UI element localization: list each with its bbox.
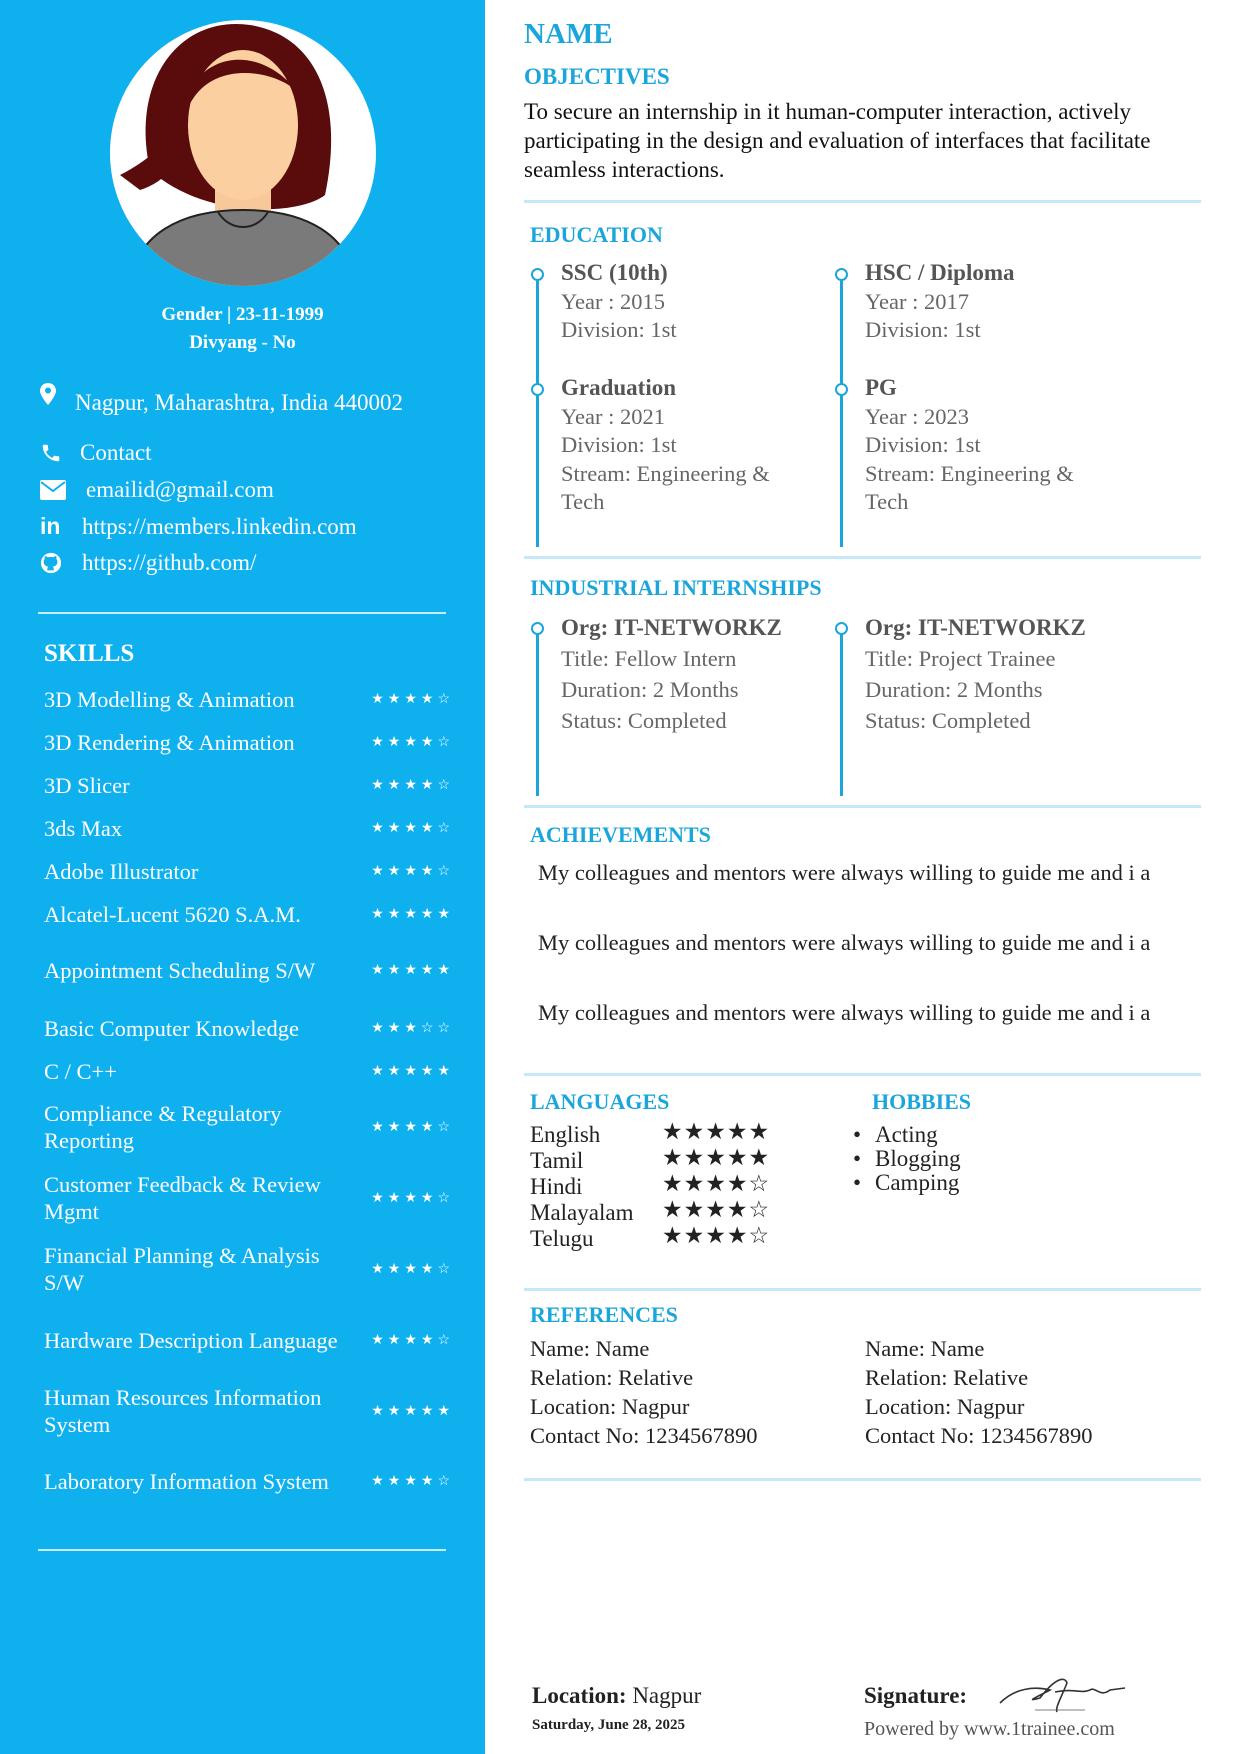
skill-name: Laboratory Information System — [44, 1468, 329, 1494]
timeline-dot — [531, 268, 544, 281]
timeline-line — [536, 626, 539, 796]
education-division: Division: 1st — [561, 317, 677, 342]
skill-name: Human Resources Information System — [44, 1385, 322, 1437]
divider — [524, 556, 1201, 559]
skill-item — [44, 855, 454, 887]
skill-name: 3D Rendering & Animation — [44, 729, 295, 755]
skill-name: 3ds Max — [44, 815, 123, 841]
internship-duration: Duration: 2 Months — [561, 677, 739, 702]
skill-item — [44, 1382, 454, 1440]
education-year: Year : 2017 — [865, 288, 969, 314]
timeline-dot — [835, 268, 848, 281]
skill-rating-stars: ★★★★★ — [371, 962, 454, 978]
achievements-heading: ACHIEVEMENTS — [530, 822, 711, 847]
education-division: Division: 1st — [865, 317, 981, 342]
achievement-item: My colleagues and mentors were always willing to guide me and i a — [538, 930, 1151, 955]
skill-item — [44, 1311, 454, 1369]
skill-item — [44, 1169, 454, 1227]
hobbies-heading: HOBBIES — [872, 1089, 972, 1114]
skill-name: Basic Computer Knowledge — [44, 1015, 299, 1041]
internships-heading: INDUSTRIAL INTERNSHIPS — [530, 575, 822, 600]
divider — [524, 1073, 1201, 1076]
skill-rating-stars: ★★★★☆ — [371, 1119, 454, 1135]
internship-status: Status: Completed — [865, 708, 1031, 733]
location-pin-icon — [40, 383, 75, 405]
reference-name: Name: Name — [530, 1336, 650, 1361]
education-division: Division: 1st — [865, 432, 981, 457]
timeline-dot — [835, 383, 848, 396]
bullet-icon: • — [853, 1170, 862, 1195]
references-heading: REFERENCES — [530, 1302, 678, 1327]
achievement-item: My colleagues and mentors were always willing to guide me and i a — [538, 1000, 1151, 1025]
education-degree: SSC (10th) — [561, 260, 668, 285]
education-stream: Stream: Engineering & Tech — [561, 460, 770, 514]
avatar — [110, 20, 376, 286]
skill-item — [44, 1240, 454, 1298]
language-name: Hindi — [530, 1174, 583, 1199]
skill-rating-stars: ★★★★☆ — [371, 691, 454, 707]
skill-item — [44, 1012, 454, 1044]
address-text: Nagpur, Maharashtra, India 440002 — [75, 390, 404, 415]
language-rating-stars: ★★★★☆ — [662, 1197, 771, 1222]
internship-status: Status: Completed — [561, 708, 727, 733]
reference-relation: Relation: Relative — [865, 1365, 1029, 1390]
education-year: Year : 2021 — [561, 403, 665, 429]
footer-location-label: Location: — [532, 1683, 627, 1708]
education-year: Year : 2015 — [561, 288, 665, 314]
education-stream: Stream: Engineering & Tech — [865, 460, 1074, 514]
skill-item — [44, 683, 454, 715]
timeline-line — [840, 626, 843, 796]
language-rating-stars: ★★★★☆ — [662, 1171, 771, 1196]
hobby-item: Acting — [875, 1122, 938, 1147]
divider — [524, 1288, 1201, 1291]
objectives-text: To secure an internship in it human-computer interaction, actively participating in the design and evaluation of interfaces that facilitate seamless interactions. — [524, 99, 1151, 182]
skill-rating-stars: ★★★☆☆ — [371, 1020, 454, 1036]
education-degree: Graduation — [561, 375, 677, 400]
internship-entry — [561, 612, 831, 736]
language-name: Tamil — [530, 1148, 584, 1173]
contact-phone[interactable] — [40, 440, 152, 466]
skill-rating-stars: ★★★★☆ — [371, 734, 454, 750]
skill-item — [44, 1452, 454, 1510]
sidebar-divider — [38, 612, 446, 614]
footer-date: Saturday, June 28, 2025 — [532, 1717, 685, 1733]
candidate-name: NAME — [524, 18, 613, 50]
internship-entry — [865, 612, 1165, 736]
internship-title: Title: Fellow Intern — [561, 646, 737, 671]
signature-image — [995, 1668, 1135, 1718]
gender-dob: Gender | 23-11-1999 — [161, 304, 324, 325]
skill-name: Appointment Scheduling S/W — [44, 957, 316, 983]
timeline-line — [840, 272, 843, 547]
hobby-item: Camping — [875, 1170, 960, 1195]
education-entry — [561, 259, 811, 345]
achievement-item: My colleagues and mentors were always willing to guide me and i a — [538, 860, 1151, 885]
internship-org: Org: IT-NETWORKZ — [561, 615, 782, 640]
timeline-dot — [835, 622, 848, 635]
sidebar — [0, 0, 485, 1754]
divyang-status: Divyang - No — [189, 332, 296, 353]
reference-relation: Relation: Relative — [530, 1365, 694, 1390]
sidebar-divider-bottom — [38, 1549, 446, 1551]
language-name: English — [530, 1122, 601, 1147]
reference-entry — [865, 1334, 1092, 1450]
education-entry — [865, 374, 1115, 517]
skill-rating-stars: ★★★★☆ — [371, 1332, 454, 1348]
timeline-dot — [531, 622, 544, 635]
language-rating-stars: ★★★★☆ — [662, 1223, 771, 1248]
contact-email[interactable] — [40, 477, 274, 503]
reference-location: Location: Nagpur — [865, 1394, 1025, 1419]
skill-rating-stars: ★★★★☆ — [371, 1473, 454, 1489]
skill-name: Hardware Description Language — [44, 1327, 338, 1353]
linkedin-icon: in — [40, 513, 61, 539]
skill-rating-stars: ★★★★★ — [371, 1063, 454, 1079]
education-degree: PG — [865, 375, 897, 400]
education-entry — [865, 259, 1115, 345]
skill-item — [44, 769, 454, 801]
education-entry — [561, 374, 811, 517]
skill-name: Compliance & Regulatory Reporting — [44, 1101, 282, 1153]
bullet-icon: • — [853, 1122, 862, 1147]
footer-location — [532, 1683, 701, 1709]
footer-location-value: Nagpur — [632, 1683, 702, 1708]
skill-rating-stars: ★★★★☆ — [371, 1190, 454, 1206]
skill-name: Customer Feedback & Review Mgmt — [44, 1172, 321, 1224]
skill-rating-stars: ★★★★★ — [371, 906, 454, 922]
skill-rating-stars: ★★★★☆ — [371, 777, 454, 793]
education-heading: EDUCATION — [530, 222, 663, 247]
hobby-item: Blogging — [875, 1146, 961, 1171]
powered-by: Powered by www.1trainee.com — [864, 1718, 1115, 1740]
contact-github[interactable] — [40, 550, 256, 576]
skills-heading: SKILLS — [44, 640, 135, 667]
skill-rating-stars: ★★★★☆ — [371, 1261, 454, 1277]
contact-linkedin[interactable] — [40, 513, 357, 540]
skill-rating-stars: ★★★★☆ — [371, 820, 454, 836]
avatar-illustration — [110, 20, 376, 286]
phone-text: Contact — [80, 440, 152, 465]
signature-label: Signature: — [864, 1683, 968, 1708]
language-name: Malayalam — [530, 1200, 634, 1225]
language-rating-stars: ★★★★★ — [662, 1145, 771, 1170]
phone-icon — [40, 442, 80, 464]
education-degree: HSC / Diploma — [865, 260, 1015, 285]
skill-item — [44, 941, 454, 999]
divider — [524, 200, 1201, 203]
timeline-line — [536, 272, 539, 547]
skill-item — [44, 726, 454, 758]
skill-name: 3D Slicer — [44, 772, 130, 798]
email-text: emailid@gmail.com — [86, 477, 274, 502]
bullet-icon: • — [853, 1146, 862, 1171]
internship-title: Title: Project Trainee — [865, 646, 1056, 671]
reference-entry — [530, 1334, 757, 1450]
skill-name: Alcatel-Lucent 5620 S.A.M. — [44, 901, 301, 927]
skill-name: C / C++ — [44, 1058, 117, 1084]
objectives-heading: OBJECTIVES — [524, 64, 670, 89]
education-division: Division: 1st — [561, 432, 677, 457]
reference-contact: Contact No: 1234567890 — [530, 1423, 758, 1448]
divider — [524, 1478, 1201, 1481]
linkedin-link: https://members.linkedin.com — [82, 513, 357, 539]
education-year: Year : 2023 — [865, 403, 969, 429]
timeline-dot — [531, 383, 544, 396]
skill-name: Adobe Illustrator — [44, 858, 199, 884]
skill-rating-stars: ★★★★☆ — [371, 863, 454, 879]
skill-item — [44, 1055, 454, 1087]
contact-address — [40, 390, 403, 416]
skill-item — [44, 898, 454, 930]
internship-org: Org: IT-NETWORKZ — [865, 615, 1086, 640]
github-link: https://github.com/ — [82, 550, 257, 575]
language-name: Telugu — [530, 1226, 594, 1251]
divider — [524, 805, 1201, 808]
skill-rating-stars: ★★★★★ — [371, 1403, 454, 1419]
skill-item — [44, 812, 454, 844]
github-icon — [40, 552, 82, 574]
reference-location: Location: Nagpur — [530, 1394, 690, 1419]
envelope-icon — [40, 480, 86, 500]
skill-name: 3D Modelling & Animation — [44, 686, 295, 712]
skill-name: Financial Planning & Analysis S/W — [44, 1243, 320, 1295]
language-rating-stars: ★★★★★ — [662, 1119, 771, 1144]
skill-item — [44, 1098, 454, 1156]
internship-duration: Duration: 2 Months — [865, 677, 1043, 702]
reference-contact: Contact No: 1234567890 — [865, 1423, 1093, 1448]
reference-name: Name: Name — [865, 1336, 985, 1361]
languages-heading: LANGUAGES — [530, 1089, 670, 1114]
